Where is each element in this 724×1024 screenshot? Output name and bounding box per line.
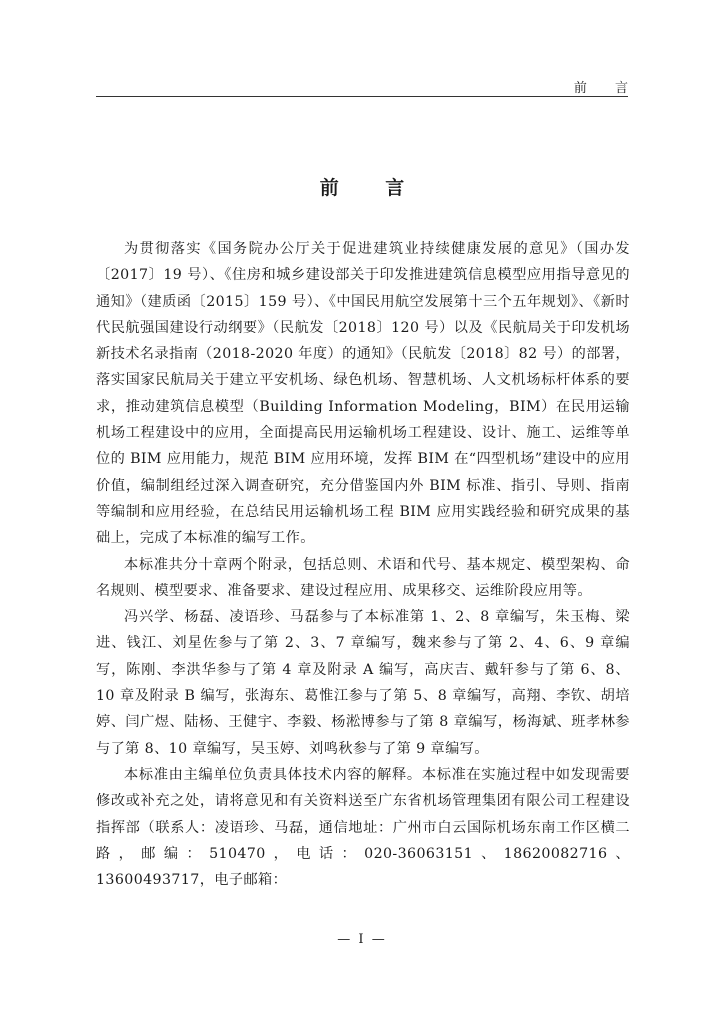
paragraph-contact: 本标准由主编单位负责具体技术内容的解释。本标准在实施过程中如发现需要修改或补充之处，请将意见和有关资料送至广东省机场管理集团有限公司工程建设指挥部（联系人：凌语珍、马磊，通信地址：广州市白云国际机场东南工作区横二路，邮编：510470，电话：020-36063151、18620082716、13600493717，电子邮箱： <box>96 766 630 889</box>
running-header: 前 言 <box>573 81 640 96</box>
paragraph-authors: 冯兴学、杨磊、凌语珍、马磊参与了本标准第 1、2、8 章编写，朱玉梅、梁进、钱江、刘星佐参与了第 2、3、7 章编写，魏来参与了第 2、4、6、9 章编写，陈刚、李洪华参与了第 4 章及附录 A 编写，高庆吉、戴轩参与了第 6、8、10 章及附录 B 编写，张海东、葛惟江参与了第 5、8 章编写，高翔、李钦、胡培婷、闫广煜、陆杨、王健宇、李毅、杨淞博参与了第 8 章编写，杨海斌、班孝林参与了第 8、10 章编写，吴玉婷、刘鸣秋参与了第 9 章编写。 <box>96 609 630 757</box>
body-text <box>96 236 630 893</box>
header-rule <box>96 96 628 97</box>
page-number: — I — <box>337 932 387 947</box>
paragraph-purpose: 为贯彻落实《国务院办公厅关于促进建筑业持续健康发展的意见》（国办发〔2017〕19 号）、《住房和城乡建设部关于印发推进建筑信息模型应用指导意见的通知》（建质函〔2015〕159 号）、《中国民用航空发展第十三个五年规划》、《新时代民航强国建设行动纲要》（民航发〔2018〕120 号）以及《民航局关于印发机场新技术名录指南（2018-2020 年度）的通知》（民航发〔2018〕82 号）的部署，落实国家民航局关于建立平安机场、绿色机场、智慧机场、人文机场标杆体系的要求，推动建筑信息模型（Building Information Modeling，BIM）在民用运输机场工程建设中的应用，全面提高民用运输机场工程建设、设计、施工、运维等单位的 BIM 应用能力，规范 BIM 应用环境，发挥 BIM 在“四型机场”建设中的应用价值，编制组经过深入调查研究，充分借鉴国内外 BIM 标准、指引、导则、指南等编制和应用经验，在总结民用运输机场工程 BIM 应用实践经验和研究成果的基础上，完成了本标准的编写工作。 <box>96 241 630 547</box>
paragraph-structure: 本标准共分十章两个附录，包括总则、术语和代号、基本规定、模型架构、命名规则、模型要求、准备要求、建设过程应用、成果移交、运维阶段应用等。 <box>96 556 630 599</box>
chapter-title: 前 言 <box>319 176 425 199</box>
